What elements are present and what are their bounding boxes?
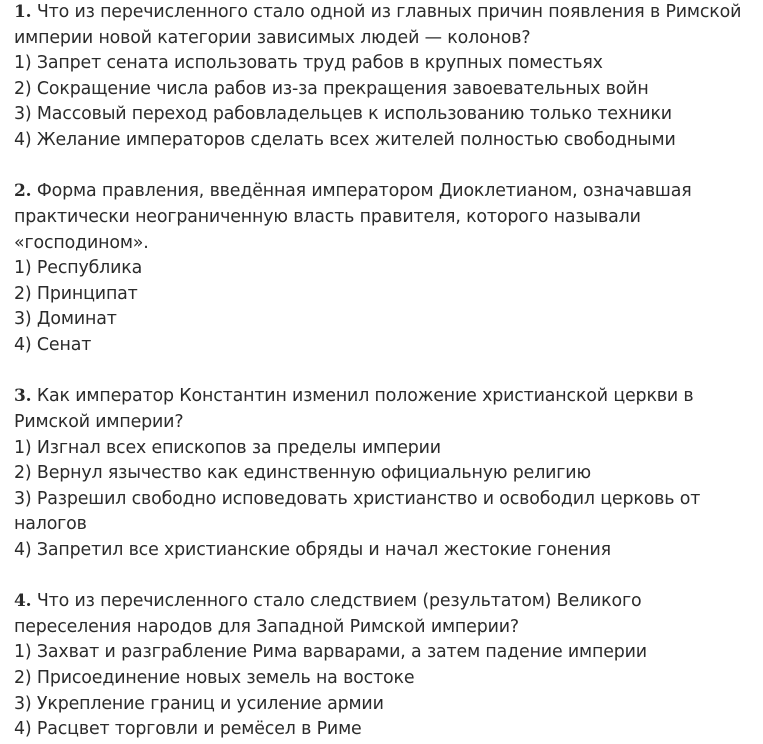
answer-option: 4) Запретил все христианские обряды и начал жестокие гонения — [14, 539, 611, 560]
question-4 — [14, 589, 759, 743]
question-1 — [14, 0, 759, 154]
answer-option: 1) Захват и разграбление Рима варварами, а затем падение империи — [14, 642, 647, 663]
answer-option: 4) Желание императоров сделать всех жителей полностью свободными — [14, 129, 676, 150]
question-number: 3. — [14, 386, 32, 407]
answer-option: 2) Присоединение новых земель на востоке — [14, 668, 415, 689]
question-text — [14, 589, 759, 640]
question-3 — [14, 384, 759, 563]
answer-option: 1) Изгнал всех епископов за пределы империи — [14, 437, 441, 458]
quiz-document — [14, 0, 759, 743]
question-number: 2. — [14, 181, 32, 202]
answer-option: 1) Запрет сената использовать труд рабов в крупных поместьях — [14, 53, 603, 74]
question-body: Что из перечисленного стало следствием (результатом) Великого переселения народов для Западной Римской империи? — [14, 591, 642, 637]
question-text — [14, 0, 759, 51]
answer-option: 3) Доминат — [14, 309, 117, 330]
answer-option: 2) Сокращение числа рабов из-за прекращения завоевательных войн — [14, 78, 649, 99]
answer-option: 2) Принципат — [14, 283, 138, 304]
answer-option: 2) Вернул язычество как единственную официальную религию — [14, 463, 591, 484]
answer-option: 1) Республика — [14, 258, 143, 279]
question-number: 4. — [14, 591, 32, 612]
question-number: 1. — [14, 2, 32, 22]
answer-option: 3) Массовый переход рабовладельцев к использованию только техники — [14, 104, 672, 125]
answer-option: 3) Разрешил свободно исповедовать христианство и освободил церковь от налогов — [14, 488, 701, 535]
question-text — [14, 384, 759, 435]
answer-option: 4) Сенат — [14, 334, 92, 355]
answer-option: 3) Укрепление границ и усиление армии — [14, 693, 384, 714]
question-body: Форма правления, введённая императором Диоклетианом, означавшая практически неограниченную власть правителя, которого называли «господином». — [14, 181, 692, 253]
answer-option: 4) Расцвет торговли и ремёсел в Риме — [14, 719, 362, 740]
question-2 — [14, 179, 759, 358]
question-text — [14, 179, 759, 256]
question-body: Что из перечисленного стало одной из главных причин появления в Римской империи новой категории зависимых людей — колонов? — [14, 2, 742, 48]
question-body: Как император Константин изменил положение христианской церкви в Римской империи? — [14, 386, 694, 432]
